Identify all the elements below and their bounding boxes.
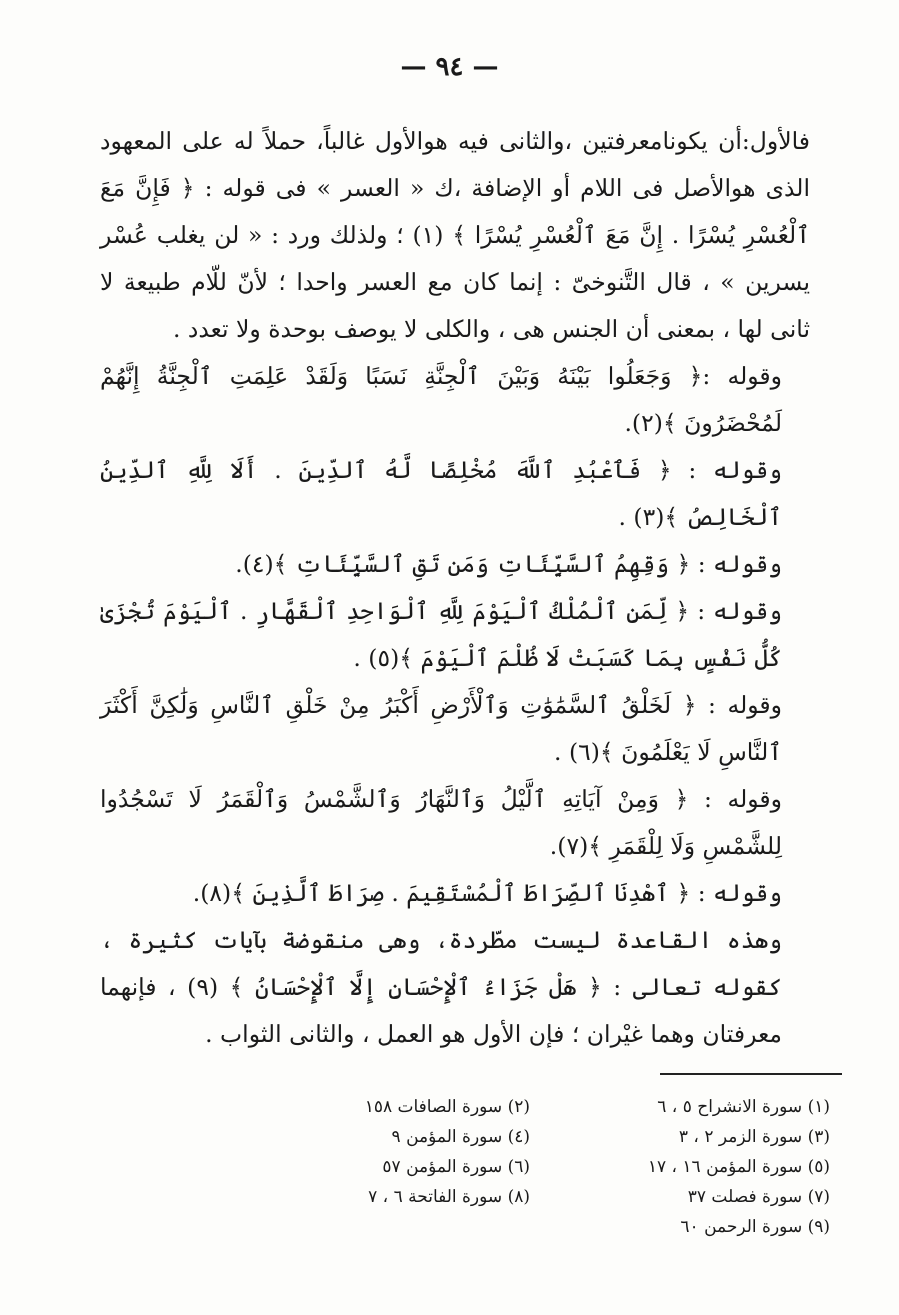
footnote-7: (٧) سورة فصلت ٣٧ <box>687 1187 830 1207</box>
footnote-2: (٢) سورة الصافات ١٥٨ <box>364 1097 530 1117</box>
paragraph-verse-4: وقوله : ﴿ لِّمَنِ ٱلْمُلْكُ ٱلْيَوْمَ لِلَّهِ ٱلْوَاحِدِ ٱلْقَهَّارِ . ٱلْيَوْمَ تُجْزَىٰ كُلُّ نَفْسٍ بِمَا كَسَبَتْ لَا ظُلْمَ ٱلْيَوْمَ ﴾(٥) . <box>100 597 782 672</box>
footnote-divider <box>660 1073 842 1075</box>
footnote-6: (٦) سورة المؤمن ٥٧ <box>382 1157 530 1177</box>
footnotes <box>270 1092 830 1242</box>
footnote-9: (٩) سورة الرحمن ٦٠ <box>680 1217 830 1237</box>
paragraph-verse-1: وقوله :﴿ وَجَعَلُوا بَيْنَهُ وَبَيْنَ ٱلْجِنَّةِ نَسَبًا وَلَقَدْ عَلِمَتِ ٱلْجِنَّةُ إِنَّهُمْ لَمُحْضَرُونَ ﴾(٢). <box>100 362 782 437</box>
footnote-1: (١) سورة الانشراح ٥ ، ٦ <box>657 1097 830 1117</box>
paragraph-verse-7: وقوله : ﴿ ٱهْدِنَا ٱلصِّرَاطَ ٱلْمُسْتَقِيمَ . صِرَاطَ ٱلَّذِينَ ﴾(٨). <box>192 879 782 907</box>
main-text <box>100 118 810 1058</box>
footnote-3: (٣) سورة الزمر ٢ ، ٣ <box>678 1127 830 1147</box>
paragraph-verse-5: وقوله : ﴿ لَخَلْقُ ٱلسَّمَٰوَٰتِ وَٱلْأَرْضِ أَكْبَرُ مِنْ خَلْقِ ٱلنَّاسِ وَلَٰكِنَّ أَكْثَرَ ٱلنَّاسِ لَا يَعْلَمُونَ ﴾(٦) . <box>100 691 782 766</box>
footnote-4: (٤) سورة المؤمن ٩ <box>391 1127 530 1147</box>
paragraph-verse-6: وقوله : ﴿ وَمِنْ آيَاتِهِ ٱلَّيْلُ وَٱلنَّهَارُ وَٱلشَّمْسُ وَٱلْقَمَرُ لَا تَسْجُدُوا لِلشَّمْسِ وَلَا لِلْقَمَرِ ﴾(٧). <box>100 785 782 860</box>
paragraph-verse-2: وقوله : ﴿ فَٱعْبُدِ ٱللَّهَ مُخْلِصًا لَّهُ ٱلدِّينَ . أَلَا لِلَّهِ ٱلدِّينُ ٱلْخَالِصُ ﴾(٣) . <box>100 456 782 531</box>
footnote-5: (٥) سورة المؤمن ١٦ ، ١٧ <box>647 1157 830 1177</box>
page-number: — ٩٤ — <box>400 52 499 82</box>
footnote-8: (٨) سورة الفاتحة ٦ ، ٧ <box>368 1187 530 1207</box>
paragraph-exception: وهذه القاعدة ليست مطّردة، وهى منقوضة بآيات كثيرة ، كقوله تعالى : ﴿ هَلْ جَزَاءُ ٱلْإِحْسَانِ إِلَّا ٱلْإِحْسَانُ ﴾ (٩) ، فإنهما معرفتان وهما غيْران ؛ فإن الأول هو العمل ، والثانى الثواب . <box>100 926 782 1048</box>
paragraph-rule-explanation: فالأول:أن يكونامعرفتين ،والثانى فيه هوالأول غالباً، حملاً له على المعهود الذى هوالأصل فى اللام أو الإضافة ،ك « العسر » فى قوله : ﴿ فَإِنَّ مَعَ ٱلْعُسْرِ يُسْرًا . إِنَّ مَعَ ٱلْعُسْرِ يُسْرًا ﴾ (١) ؛ ولذلك ورد : « لن يغلب عُسْر يسرين » ، قال التَّنوخىّ : إنما كان مع العسر واحدا ؛ لأنّ للّام طبيعة لا ثانى لها ، بمعنى أن الجنس هى ، والكلى لا يوصف بوحدة ولا تعدد . <box>100 127 810 343</box>
paragraph-verse-3: وقوله : ﴿ وَقِهِمُ ٱلسَّيِّئَاتِ وَمَن تَقِ ٱلسَّيِّئَاتِ ﴾(٤). <box>235 550 782 578</box>
